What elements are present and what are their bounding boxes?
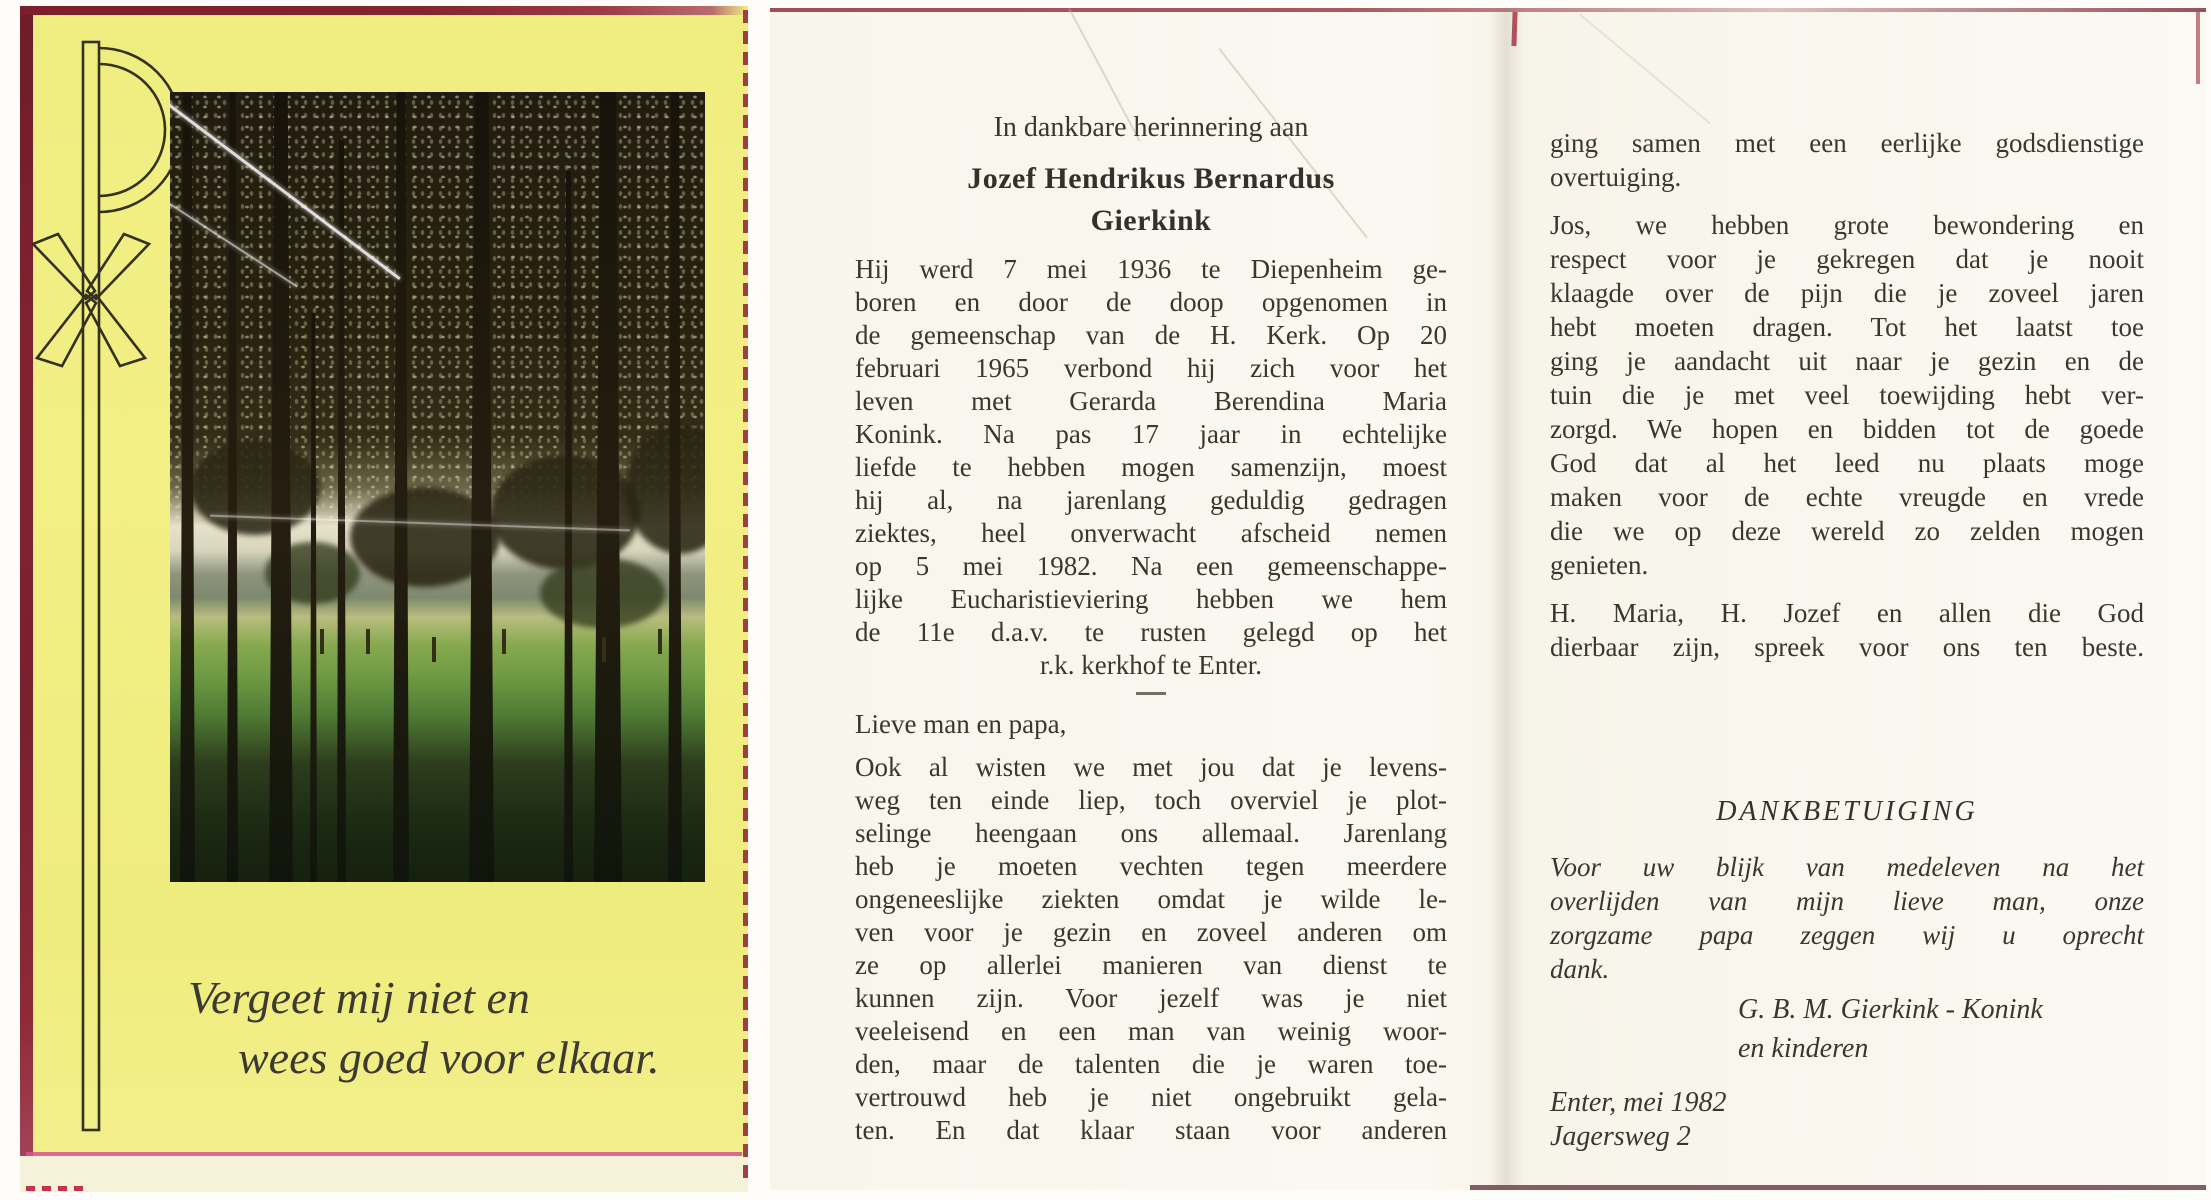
text-line: hij al, na jarenlang geduldig gedragen: [855, 485, 1447, 515]
text-line: heb je moeten vechten tegen meerdere: [855, 851, 1447, 881]
text-line: kunnen zijn. Voor jezelf was je niet: [855, 983, 1447, 1013]
text-line: dank.: [1550, 954, 1610, 984]
text-line: ging je aandacht uit naar je gezin en de: [1550, 346, 2144, 376]
text-line: God dat al het leed nu plaats moge: [1550, 448, 2144, 478]
text-line: boren en door de doop opgenomen in: [855, 287, 1447, 317]
text-line: hebt moeten dragen. Tot het laatst toe: [1550, 312, 2144, 342]
text-line: zorgd. We hopen en bidden tot de goede: [1550, 414, 2144, 444]
place-date-line-2: Jagersweg 2: [1550, 1121, 1691, 1152]
card-edge-bottom-line: [26, 1152, 742, 1156]
text-line: genieten.: [1550, 550, 1649, 580]
right-page-column: [1550, 8, 2144, 1190]
place-date-block: [1550, 1086, 2144, 1154]
continuation-paragraph: [1550, 126, 2144, 194]
text-line: den, maar de talenten die je waren toe-: [855, 1049, 1447, 1079]
text-line: maken voor de echte vreugde en vrede: [1550, 482, 2144, 512]
text-line: de gemeenschap van de H. Kerk. Op 20: [855, 320, 1447, 350]
deceased-name: [855, 158, 1447, 242]
memorial-page-column: [855, 8, 1447, 1190]
text-line: zorgzame papa zeggen wij u oprecht: [1550, 920, 2144, 950]
text-line: overtuiging.: [1550, 162, 1682, 192]
signature-block: [1550, 990, 2144, 1068]
page-right-edge-mark: [2196, 12, 2200, 84]
text-line: dierbaar zijn, spreek voor ons ten beste.: [1550, 632, 2144, 662]
fence-post: [658, 629, 662, 654]
text-line: de 11e d.a.v. te rusten gelegd op het: [855, 617, 1447, 647]
tribute-paragraph: [1550, 208, 2144, 582]
memorial-paragraph-2: [855, 751, 1447, 1147]
text-line: leven met Gerarda Berendina Maria: [855, 386, 1447, 416]
signature-line-2: en kinderen: [1738, 1033, 1869, 1064]
text-line: februari 1965 verbond hij zich voor het: [855, 353, 1447, 383]
card-front-panel: [20, 6, 748, 1192]
fence-post: [502, 629, 506, 654]
acknowledgement-heading: DANKBETUIGING: [1716, 796, 1978, 827]
text-line: vertrouwd heb je niet ongebruikt gela-: [855, 1082, 1447, 1112]
text-line: ging samen met een eerlijke godsdienstige: [1550, 128, 2144, 158]
section-divider: [855, 692, 1447, 695]
text-line: die we op deze wereld zo zelden mogen: [1550, 516, 2144, 546]
motto-line-1: Vergeet mij niet en: [188, 972, 530, 1023]
text-line: Jos, we hebben grote bewondering en: [1550, 210, 2144, 240]
card-edge-bottom: [20, 1156, 748, 1192]
fence-post: [366, 629, 370, 654]
text-line: veeleisend en een man van weinig woor-: [855, 1016, 1447, 1046]
intro-line: In dankbare herinnering aan: [993, 112, 1309, 143]
salutation-line: Lieve man en papa,: [855, 709, 1067, 739]
name-line-2: Gierkink: [1090, 204, 1212, 237]
text-line: liefde te hebben mogen samenzijn, moest: [855, 452, 1447, 482]
motto-line-2: wees goed voor elkaar.: [238, 1032, 660, 1083]
acknowledgement-paragraph: [1550, 850, 2144, 986]
scan-edge-marks: [26, 1186, 86, 1191]
memorial-paragraph-1: [855, 253, 1447, 682]
text-line: H. Maria, H. Jozef en allen die God: [1550, 598, 2144, 628]
text-line: ten. En dat klaar staan voor anderen: [855, 1115, 1447, 1145]
text-line: Voor uw blijk van medeleven na het: [1550, 852, 2144, 882]
fence-post: [602, 637, 606, 662]
foliage-clump: [190, 440, 320, 535]
text-line: selinge heengaan ons allemaal. Jarenlang: [855, 818, 1447, 848]
text-line: tuin die je met veel toewijding hebt ver-: [1550, 380, 2144, 410]
fence-post: [432, 637, 436, 662]
text-line: respect voor je gekregen dat je nooit: [1550, 244, 2144, 274]
text-line: ongeneeslijke ziekten omdat je wilde le-: [855, 884, 1447, 914]
signature-line-1: G. B. M. Gierkink - Konink: [1738, 994, 2043, 1025]
text-line: Konink. Na pas 17 jaar in echtelijke: [855, 419, 1447, 449]
text-line: r.k. kerkhof te Enter.: [1040, 650, 1262, 680]
text-line: Hij werd 7 mei 1936 te Diepenheim ge-: [855, 254, 1447, 284]
text-line: ven voor je gezin en zoveel anderen om: [855, 917, 1447, 947]
text-line: weg ten einde liep, toch overviel je plot-: [855, 785, 1447, 815]
intercession-paragraph: [1550, 596, 2144, 664]
text-line: overlijden van mijn lieve man, onze: [1550, 886, 2144, 916]
motto-text: [188, 968, 660, 1088]
text-line: ze op allerlei manieren van dienst te: [855, 950, 1447, 980]
text-line: lijke Eucharistieviering hebben we hem: [855, 584, 1447, 614]
name-line-1: Jozef Hendrikus Bernardus: [967, 162, 1335, 195]
text-line: op 5 mei 1982. Na een gemeenschappe-: [855, 551, 1447, 581]
fence-post: [320, 629, 324, 654]
text-line: Ook al wisten we met jou dat je levens-: [855, 752, 1447, 782]
text-line: ziektes, heel onverwacht afscheid nemen: [855, 518, 1447, 548]
page-fold: [1488, 8, 1524, 1190]
inner-page-spread: [770, 8, 2206, 1190]
memorial-photo-trees: [170, 92, 705, 882]
text-line: klaagde over de pijn die je zoveel jaren: [1550, 278, 2144, 308]
place-date-line-1: Enter, mei 1982: [1550, 1087, 1727, 1118]
card-gap-dotted-edge: [743, 10, 748, 1186]
